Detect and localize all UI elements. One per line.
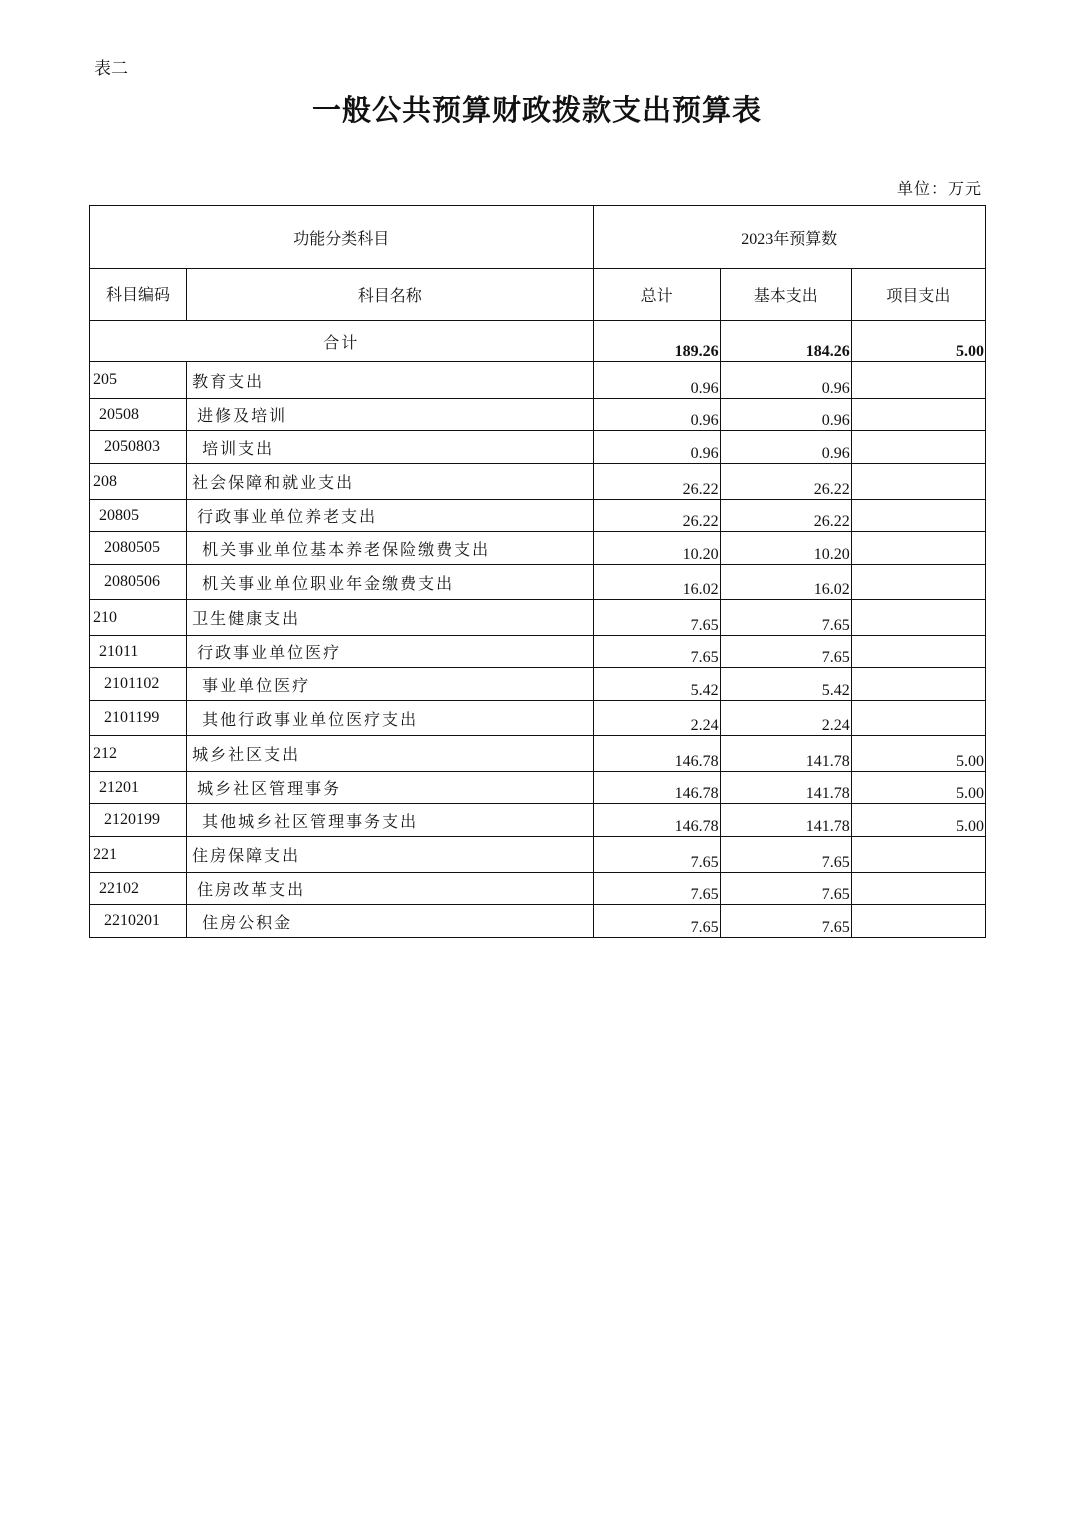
table-row [90, 905, 986, 938]
row-project [851, 565, 985, 600]
row-total: 7.65 [593, 600, 720, 636]
row-project: 5.00 [851, 736, 985, 772]
row-total: 5.42 [593, 668, 720, 701]
row-basic: 141.78 [720, 804, 851, 837]
table-row [90, 701, 986, 736]
row-project: 5.00 [851, 772, 985, 804]
row-basic: 7.65 [720, 905, 851, 938]
table-row [90, 431, 986, 464]
row-code: 2210201 [90, 905, 187, 938]
row-total: 7.65 [593, 636, 720, 668]
row-basic: 16.02 [720, 565, 851, 600]
row-code: 221 [90, 837, 187, 873]
row-name: 机关事业单位职业年金缴费支出 [187, 565, 593, 600]
row-total: 0.96 [593, 362, 720, 399]
row-total: 2.24 [593, 701, 720, 736]
table-row [90, 399, 986, 431]
row-basic: 141.78 [720, 772, 851, 804]
row-project [851, 431, 985, 464]
header-name: 科目名称 [187, 269, 593, 321]
row-code: 20805 [90, 500, 187, 532]
row-code: 205 [90, 362, 187, 399]
row-name: 进修及培训 [187, 399, 593, 431]
row-total: 0.96 [593, 399, 720, 431]
header-row-1 [90, 206, 986, 269]
row-project [851, 500, 985, 532]
row-total: 7.65 [593, 837, 720, 873]
row-name: 住房保障支出 [187, 837, 593, 873]
row-code: 21201 [90, 772, 187, 804]
row-project [851, 464, 985, 500]
row-total: 26.22 [593, 500, 720, 532]
row-project: 5.00 [851, 804, 985, 837]
row-basic: 5.42 [720, 668, 851, 701]
row-name: 住房公积金 [187, 905, 593, 938]
row-name: 卫生健康支出 [187, 600, 593, 636]
row-project [851, 600, 985, 636]
row-basic: 141.78 [720, 736, 851, 772]
row-name: 行政事业单位医疗 [187, 636, 593, 668]
row-code: 2080506 [90, 565, 187, 600]
row-basic: 0.96 [720, 362, 851, 399]
total-row [90, 321, 986, 362]
total-project: 5.00 [851, 321, 985, 362]
row-project [851, 636, 985, 668]
row-total: 10.20 [593, 532, 720, 565]
header-functional-classification: 功能分类科目 [90, 206, 594, 269]
row-project [851, 668, 985, 701]
row-code: 208 [90, 464, 187, 500]
table-label: 表二 [94, 59, 128, 79]
table-row [90, 636, 986, 668]
header-basic: 基本支出 [720, 269, 851, 321]
row-project [851, 362, 985, 399]
row-total: 146.78 [593, 804, 720, 837]
row-code: 21011 [90, 636, 187, 668]
row-total: 7.65 [593, 905, 720, 938]
table-row [90, 500, 986, 532]
table-row [90, 565, 986, 600]
row-project [851, 399, 985, 431]
row-name: 行政事业单位养老支出 [187, 500, 593, 532]
row-name: 培训支出 [187, 431, 593, 464]
header-total: 总计 [593, 269, 720, 321]
row-code: 210 [90, 600, 187, 636]
header-budget-year: 2023年预算数 [593, 206, 985, 269]
row-code: 2101102 [90, 668, 187, 701]
row-project [851, 701, 985, 736]
row-name: 住房改革支出 [187, 873, 593, 905]
row-project [851, 905, 985, 938]
row-basic: 26.22 [720, 464, 851, 500]
row-code: 2080505 [90, 532, 187, 565]
row-name: 教育支出 [187, 362, 593, 399]
row-project [851, 837, 985, 873]
row-name: 其他行政事业单位医疗支出 [187, 701, 593, 736]
table-row [90, 600, 986, 636]
budget-table [89, 205, 986, 938]
header-code: 科目编码 [90, 269, 187, 321]
total-basic: 184.26 [720, 321, 851, 362]
row-basic: 10.20 [720, 532, 851, 565]
row-code: 212 [90, 736, 187, 772]
page-title: 一般公共预算财政拨款支出预算表 [311, 93, 762, 127]
row-total: 0.96 [593, 431, 720, 464]
table-row [90, 464, 986, 500]
row-basic: 0.96 [720, 431, 851, 464]
row-total: 146.78 [593, 772, 720, 804]
header-row-2 [90, 269, 986, 321]
row-basic: 0.96 [720, 399, 851, 431]
row-basic: 7.65 [720, 600, 851, 636]
table-row [90, 873, 986, 905]
row-code: 20508 [90, 399, 187, 431]
table-row [90, 668, 986, 701]
table-row [90, 532, 986, 565]
row-project [851, 873, 985, 905]
row-code: 22102 [90, 873, 187, 905]
header-project: 项目支出 [851, 269, 985, 321]
row-basic: 7.65 [720, 837, 851, 873]
row-total: 16.02 [593, 565, 720, 600]
row-name: 社会保障和就业支出 [187, 464, 593, 500]
row-basic: 7.65 [720, 873, 851, 905]
total-label: 合计 [90, 321, 594, 362]
unit-label: 单位：万元 [896, 179, 982, 198]
row-total: 26.22 [593, 464, 720, 500]
row-name: 事业单位医疗 [187, 668, 593, 701]
table-row [90, 362, 986, 399]
table-row [90, 804, 986, 837]
row-code: 2050803 [90, 431, 187, 464]
row-basic: 26.22 [720, 500, 851, 532]
row-basic: 7.65 [720, 636, 851, 668]
row-total: 7.65 [593, 873, 720, 905]
row-name: 机关事业单位基本养老保险缴费支出 [187, 532, 593, 565]
row-total: 146.78 [593, 736, 720, 772]
table-row [90, 837, 986, 873]
total-sum: 189.26 [593, 321, 720, 362]
row-code: 2101199 [90, 701, 187, 736]
row-name: 城乡社区支出 [187, 736, 593, 772]
table-row [90, 772, 986, 804]
row-name: 城乡社区管理事务 [187, 772, 593, 804]
row-code: 2120199 [90, 804, 187, 837]
table-row [90, 736, 986, 772]
row-project [851, 532, 985, 565]
row-basic: 2.24 [720, 701, 851, 736]
row-name: 其他城乡社区管理事务支出 [187, 804, 593, 837]
